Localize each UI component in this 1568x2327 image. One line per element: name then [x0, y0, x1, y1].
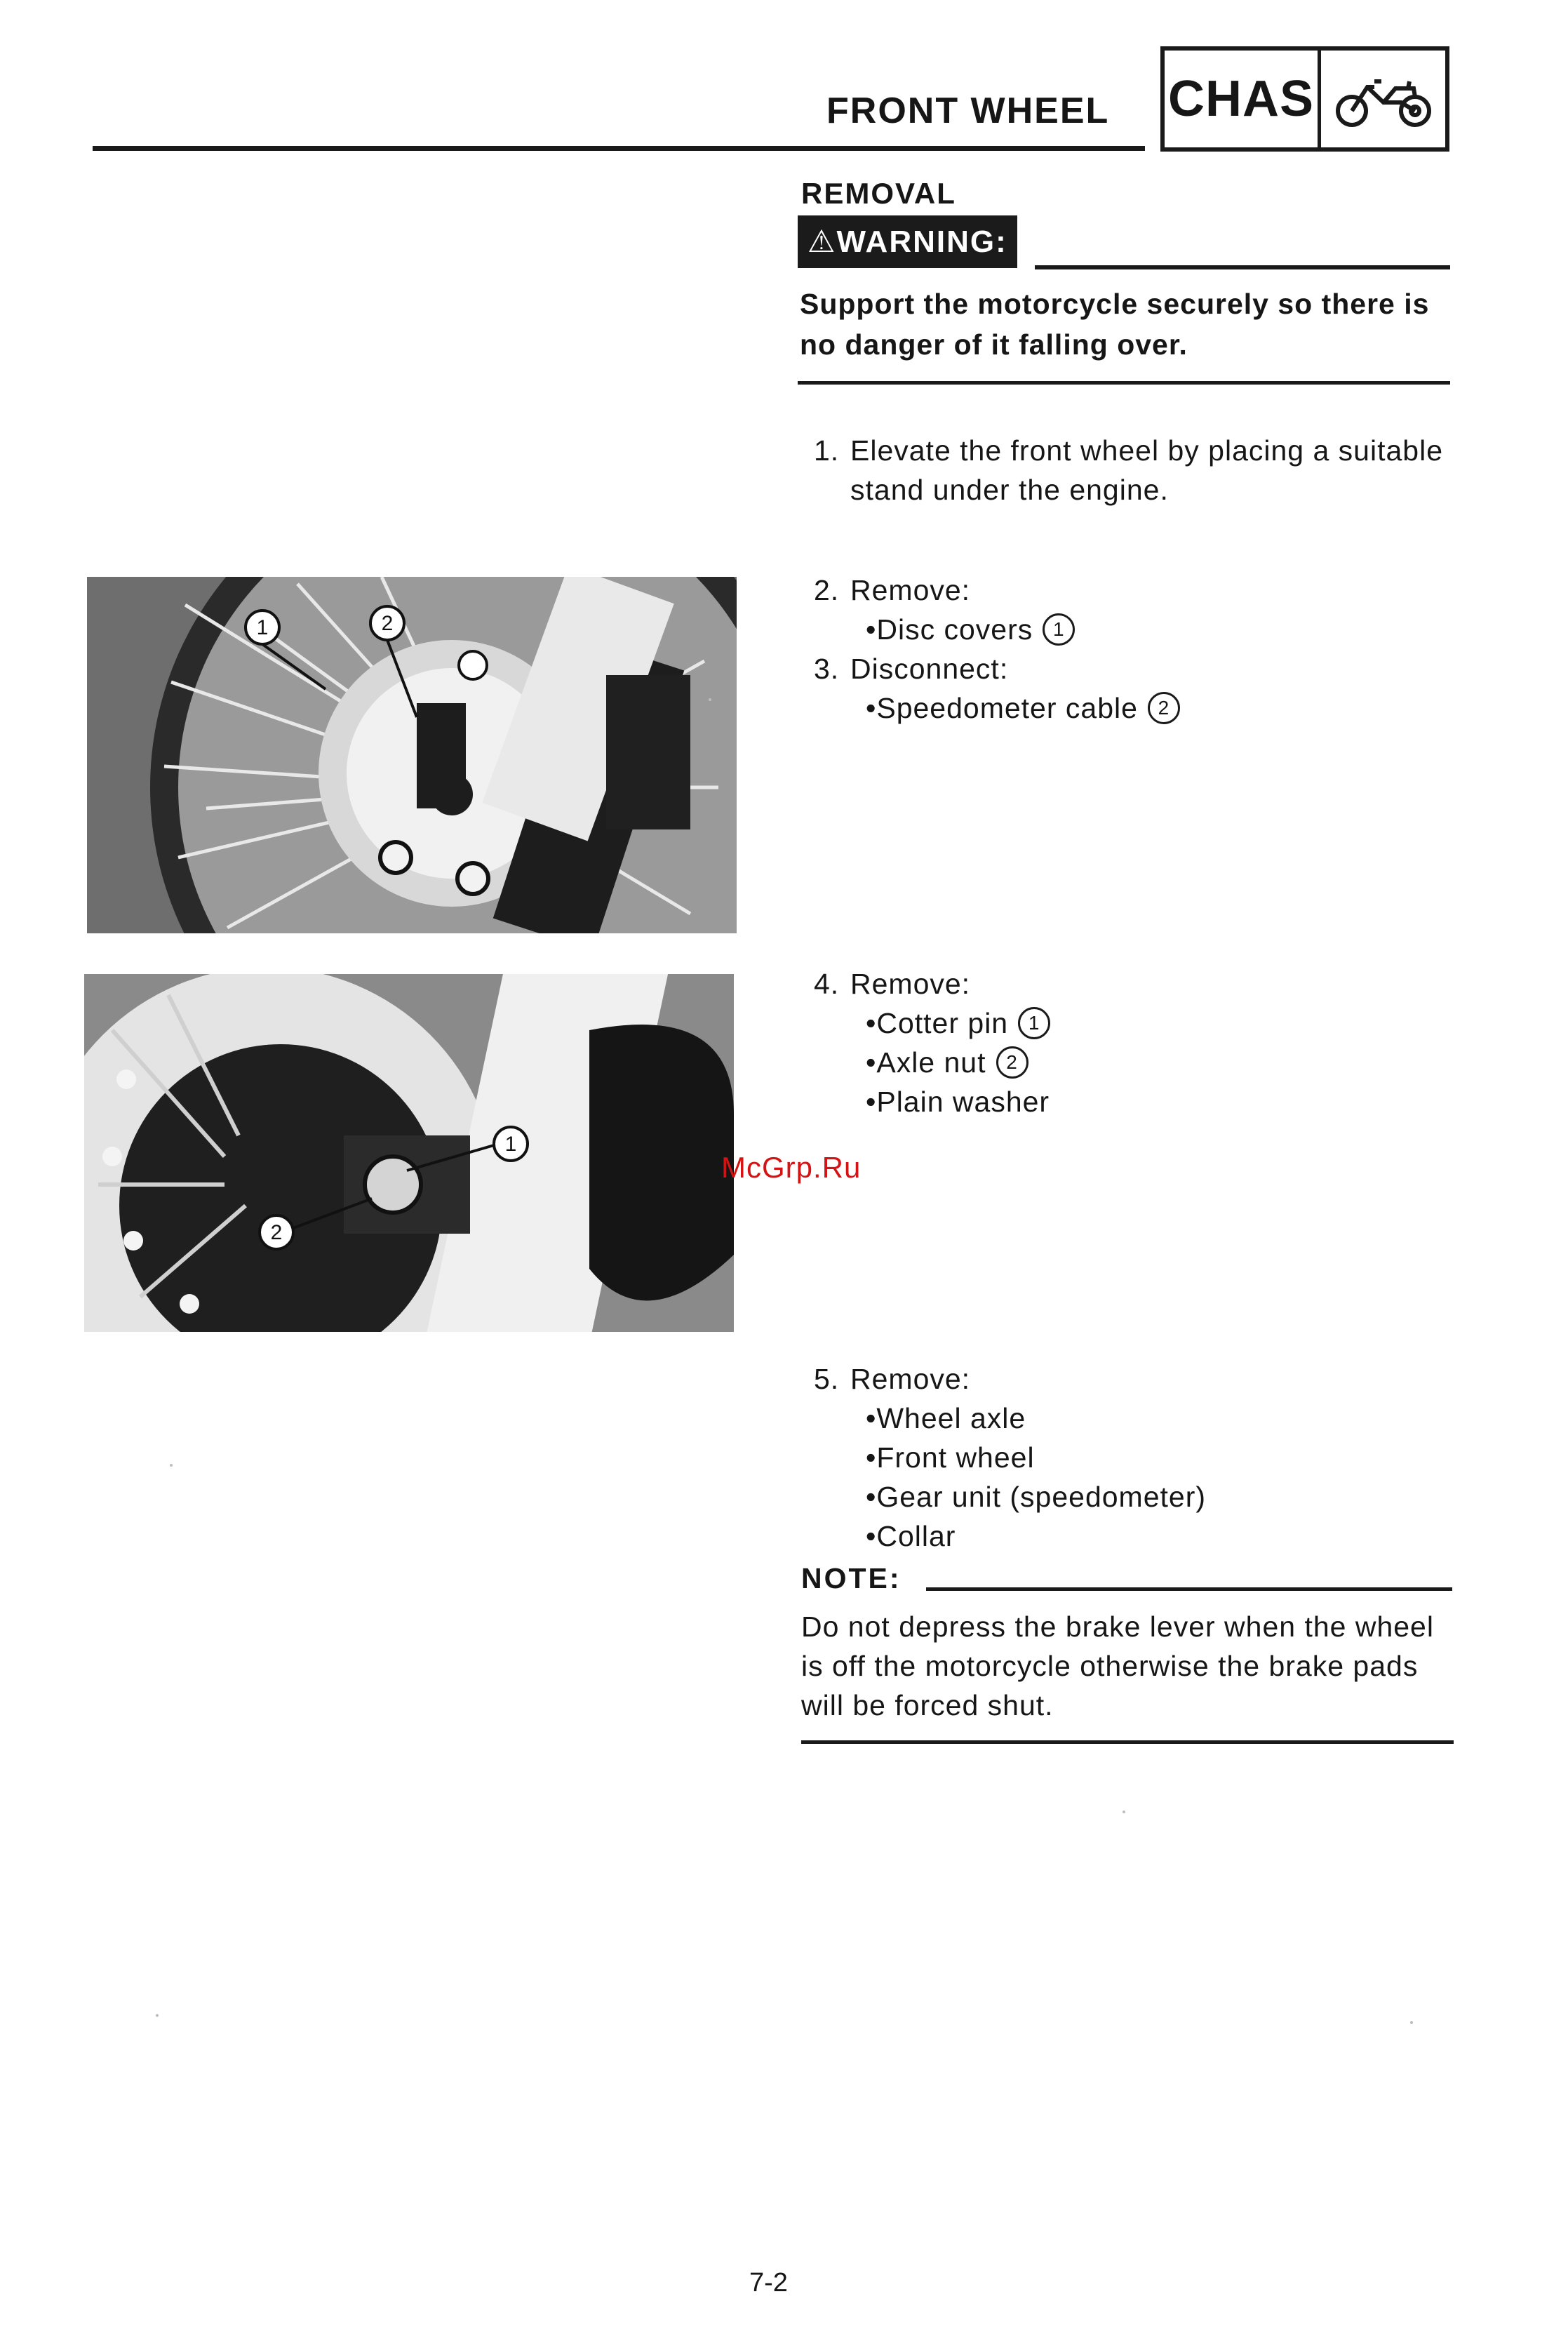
warning-badge: ⚠WARNING:: [798, 215, 1017, 268]
step-text: Remove:: [850, 574, 971, 606]
list-item: •Front wheel: [866, 1441, 1035, 1474]
photo-disc-cover: [87, 577, 737, 933]
callout-number: 2: [996, 1046, 1028, 1079]
step-5: [814, 1359, 1459, 1556]
list-item: •Cotter pin 1: [814, 1004, 1459, 1043]
step-number: 1.: [814, 434, 840, 467]
page-title: FRONT WHEEL: [826, 91, 1110, 131]
section-code: CHAS: [1165, 51, 1321, 147]
motorcycle-icon: [1321, 51, 1445, 147]
list-item: •Axle nut 2: [814, 1043, 1459, 1082]
callout-number: 1: [1043, 613, 1075, 646]
scan-speck: [1410, 2021, 1413, 2024]
step-text: Remove:: [850, 968, 971, 1000]
warning-text: Support the motorcycle securely so there is no danger of it falling over.: [800, 288, 1430, 361]
step-text: Remove:: [850, 1363, 971, 1395]
step-number: 2.: [814, 574, 840, 606]
removal-heading: REMOVAL: [801, 177, 956, 210]
list-item: •Collar: [866, 1520, 956, 1552]
photo-callout-1: 1: [256, 616, 269, 639]
note-text: Do not depress the brake lever when the wheel is off the motorcycle otherwise the brake pads will be forced shut.: [801, 1611, 1434, 1721]
watermark: McGrp.Ru: [721, 1151, 862, 1184]
warning-rule: [1035, 265, 1450, 269]
header-rule: [93, 146, 1145, 151]
step-text: Elevate the front wheel by placing a suitable: [850, 434, 1444, 467]
step-1: [814, 431, 1459, 509]
scan-speck: [156, 2014, 159, 2017]
list-item: •Plain washer: [866, 1086, 1050, 1118]
step-text-cont: stand under the engine.: [850, 474, 1169, 506]
note-label: NOTE:: [801, 1562, 902, 1594]
page-number: 7-2: [749, 2268, 788, 2298]
callout-number: 1: [1018, 1007, 1050, 1039]
photo-callout-2: 2: [270, 1221, 283, 1244]
step-number: 5.: [814, 1363, 840, 1395]
list-item: •Speedometer cable 2: [814, 688, 1459, 728]
list-item: •Wheel axle: [866, 1402, 1026, 1434]
step-4: [814, 964, 1459, 1121]
scan-speck: [170, 1464, 173, 1467]
list-item: •Gear unit (speedometer): [866, 1481, 1207, 1513]
note-end-rule: [801, 1740, 1454, 1744]
photo-callout-1: 1: [504, 1133, 517, 1156]
callout-number: 2: [1148, 692, 1180, 724]
step-number: 4.: [814, 968, 840, 1000]
warning-end-rule: [798, 381, 1450, 385]
scan-speck: [1123, 1811, 1125, 1813]
note-rule: [926, 1587, 1452, 1591]
photo-callout-2: 2: [381, 612, 394, 635]
steps-2-3: [814, 571, 1459, 728]
step-number: 3.: [814, 653, 840, 685]
step-text: Disconnect:: [850, 653, 1009, 685]
scan-speck: [709, 698, 711, 701]
section-tab: [1160, 46, 1449, 152]
list-item: •Disc covers 1: [814, 610, 1459, 649]
photo-axle-nut: [84, 974, 734, 1332]
